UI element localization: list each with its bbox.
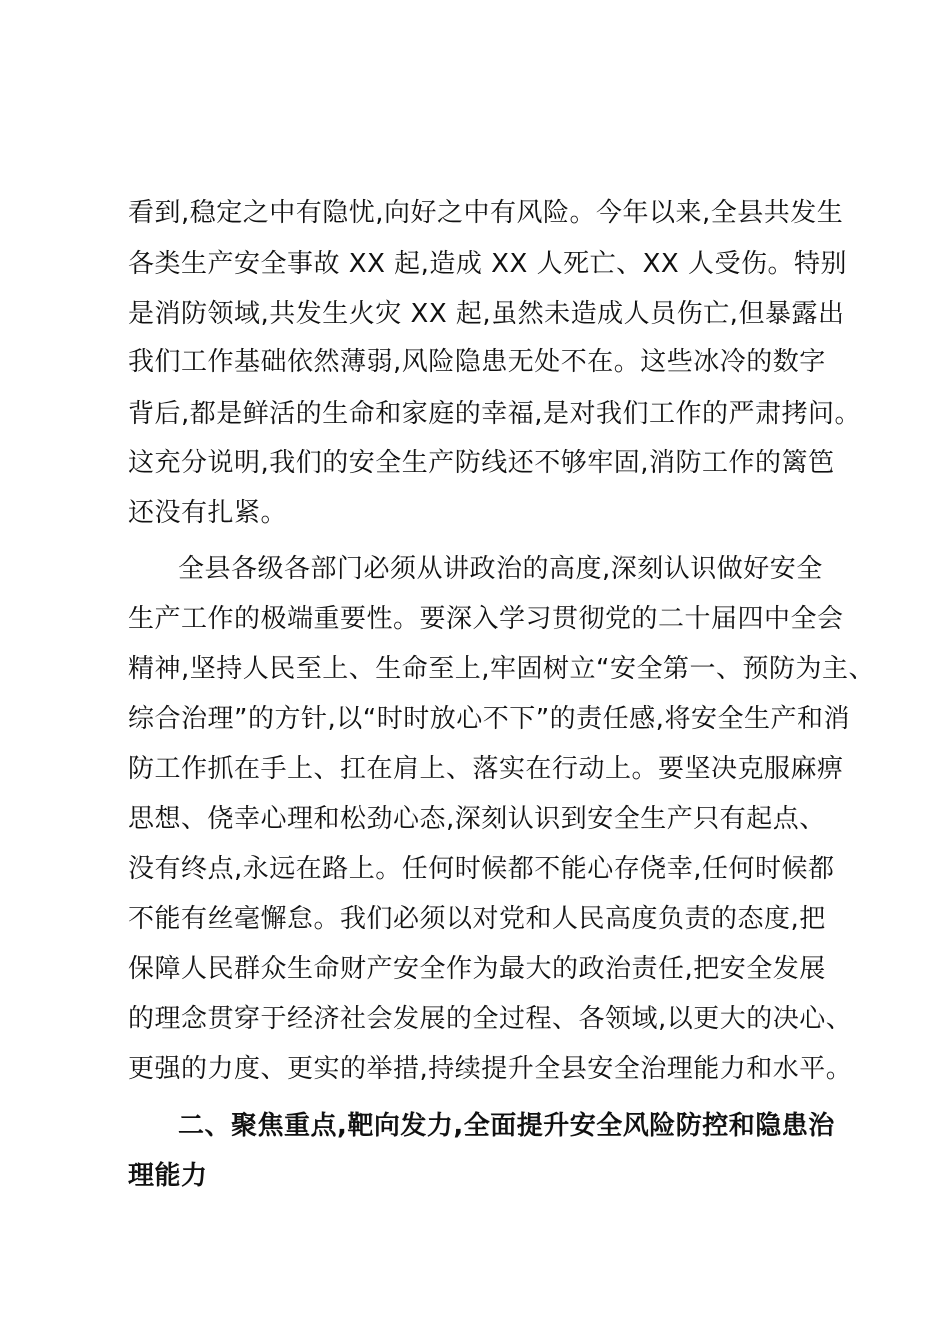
paragraph-2-line-4: 综合治理”的方针,以“时时放心不下”的责任感,将安全生产和消 [128,704,850,734]
paragraph-1-line-2: 各类生产安全事故 XX 起,造成 XX 人死亡、XX 人受伤。特别 [128,249,847,279]
paragraph-2-line-8: 不能有丝毫懈怠。我们必须以对党和人民高度负责的态度,把 [128,904,826,934]
paragraph-2-line-2: 生产工作的极端重要性。要深入学习贯彻党的二十届四中全会 [128,604,844,634]
paragraph-1-line-7: 还没有扎紧。 [128,498,288,528]
section-heading-line-2: 理能力 [128,1161,208,1191]
paragraph-2-line-6: 思想、侥幸心理和松劲心态,深刻认识到安全生产只有起点、 [128,804,826,834]
paragraph-2-line-10: 的理念贯穿于经济社会发展的全过程、各领域,以更大的决心、 [128,1004,853,1034]
paragraph-2-line-5: 防工作抓在手上、扛在肩上、落实在行动上。要坚决克服麻痹 [128,754,844,784]
paragraph-1-line-5: 背后,都是鲜活的生命和家庭的幸福,是对我们工作的严肃拷问。 [128,399,862,429]
paragraph-1-line-3: 是消防领域,共发生火灾 XX 起,虽然未造成人员伤亡,但暴露出 [128,299,845,329]
paragraph-2-line-9: 保障人民群众生命财产安全作为最大的政治责任,把安全发展 [128,954,826,984]
paragraph-2-line-3: 精神,坚持人民至上、生命至上,牢固树立“安全第一、预防为主、 [128,654,875,684]
paragraph-1-line-1: 看到,稳定之中有隐忧,向好之中有风险。今年以来,全县共发生 [128,198,844,228]
paragraph-2-line-11: 更强的力度、更实的举措,持续提升全县安全治理能力和水平。 [128,1054,853,1084]
paragraph-1-line-4: 我们工作基础依然薄弱,风险隐患无处不在。这些冰冷的数字 [128,347,826,377]
paragraph-2-line-7: 没有终点,永远在路上。任何时候都不能心存侥幸,任何时候都 [128,854,835,884]
section-heading-line-1: 二、聚焦重点,靶向发力,全面提升安全风险防控和隐患治 [178,1111,835,1141]
paragraph-1-line-6: 这充分说明,我们的安全生产防线还不够牢固,消防工作的篱笆 [128,448,835,478]
paragraph-2-line-1: 全县各级各部门必须从讲政治的高度,深刻认识做好安全 [178,554,823,584]
